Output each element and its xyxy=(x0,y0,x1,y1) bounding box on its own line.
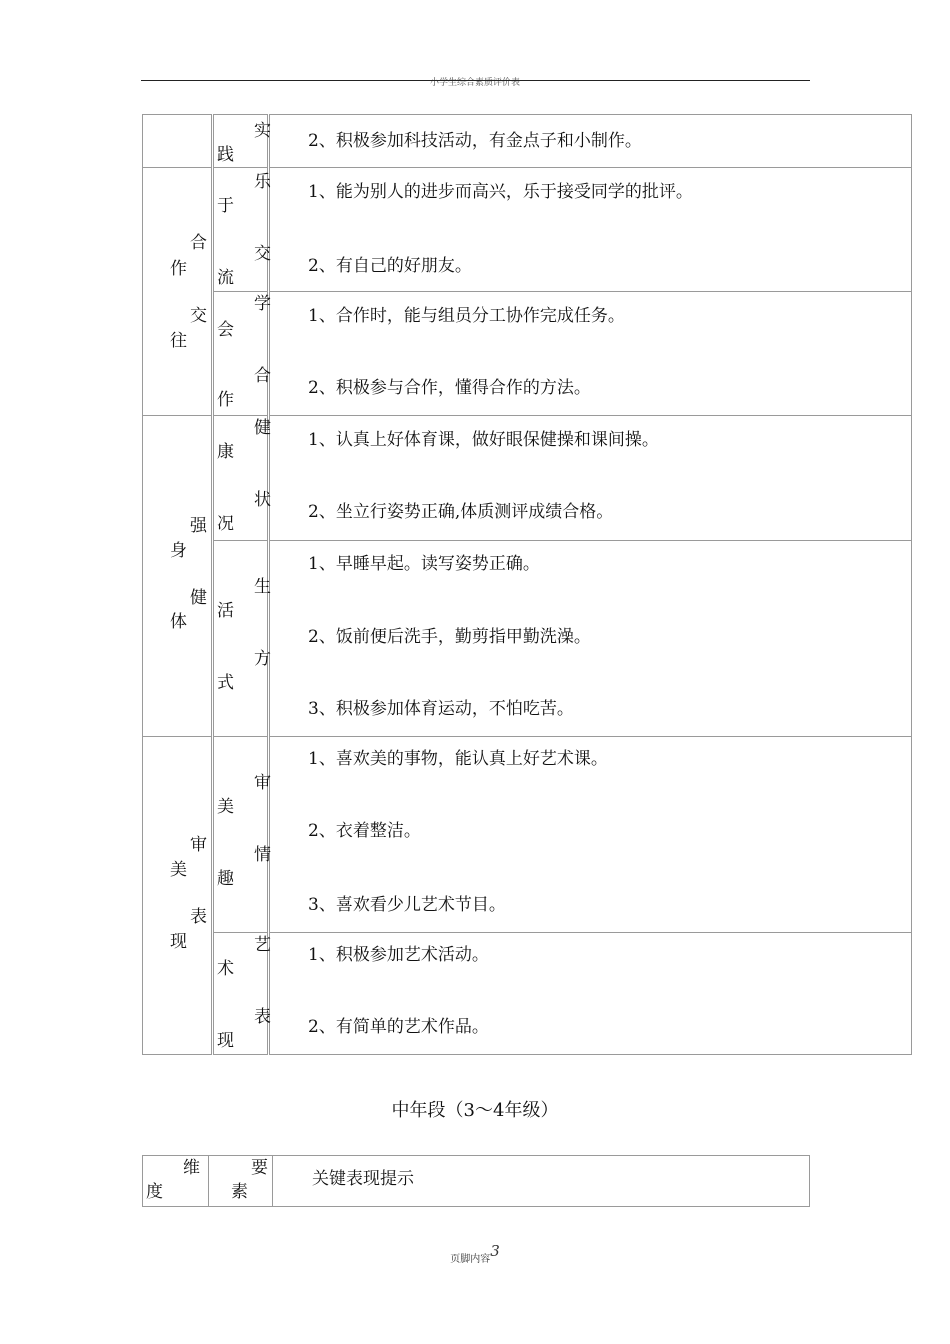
element-char: 趣 xyxy=(217,869,234,889)
header-cell-hints xyxy=(273,1156,810,1207)
list-item: 1、喜欢美的事物，能认真上好艺术课。 xyxy=(308,749,608,769)
list-item: 1、早睡早起。读写姿势正确。 xyxy=(308,554,540,574)
element-cell xyxy=(213,416,269,541)
element-char: 交 xyxy=(254,244,271,264)
element-char: 美 xyxy=(217,797,234,817)
items-cell xyxy=(269,168,912,292)
items-cell xyxy=(269,292,912,416)
dimension-char: 现 xyxy=(170,932,187,952)
items-cell xyxy=(269,416,912,541)
element-char: 情 xyxy=(254,845,271,865)
section-title: 中年段（3～4年级） xyxy=(391,1100,559,1121)
element-char: 流 xyxy=(217,268,234,288)
element-char: 健 xyxy=(254,418,271,438)
element-char: 生 xyxy=(254,577,271,597)
list-item: 2、有自己的好朋友。 xyxy=(308,256,472,276)
header-rule xyxy=(141,80,810,81)
list-item: 2、积极参加科技活动，有金点子和小制作。 xyxy=(308,131,642,151)
page-number: 3 xyxy=(490,1242,500,1260)
evaluation-table xyxy=(142,114,912,1055)
dimension-cell xyxy=(143,416,213,737)
dimension-cell xyxy=(143,115,213,168)
element-char: 康 xyxy=(217,442,234,462)
element-char: 学 xyxy=(254,294,271,314)
table-row xyxy=(143,416,912,541)
element-char: 会 xyxy=(217,320,234,340)
table-row xyxy=(143,933,912,1055)
header-cell-element xyxy=(209,1156,273,1207)
dimension-char: 表 xyxy=(190,907,207,927)
element-char: 状 xyxy=(254,490,271,510)
items-cell xyxy=(269,737,912,933)
element-cell xyxy=(213,115,269,168)
element-char: 术 xyxy=(217,959,234,979)
dimension-char: 强 xyxy=(190,516,207,536)
element-char: 践 xyxy=(217,145,234,165)
dimension-char: 身 xyxy=(170,541,187,561)
element-cell xyxy=(213,737,269,933)
element-char: 式 xyxy=(217,673,234,693)
page-header-title: 小学生综合素质评价表 xyxy=(429,78,520,88)
dimension-char: 作 xyxy=(170,259,187,279)
table-row xyxy=(143,541,912,737)
items-cell xyxy=(269,933,912,1055)
list-item: 1、合作时，能与组员分工协作完成任务。 xyxy=(308,306,625,326)
dimension-cell xyxy=(143,168,213,416)
dimension-char: 往 xyxy=(170,331,187,351)
list-item: 2、有简单的艺术作品。 xyxy=(308,1017,489,1037)
list-item: 3、喜欢看少儿艺术节目。 xyxy=(308,895,506,915)
items-cell xyxy=(269,115,912,168)
element-char: 乐 xyxy=(254,172,271,192)
page-footer xyxy=(0,1242,950,1266)
header-char: 度 xyxy=(146,1182,163,1202)
element-cell xyxy=(213,933,269,1055)
header-char: 要 xyxy=(251,1158,268,1178)
list-item: 1、积极参加艺术活动。 xyxy=(308,945,489,965)
element-char: 实 xyxy=(254,121,271,141)
element-char: 审 xyxy=(254,773,271,793)
list-item: 3、积极参加体育运动，不怕吃苦。 xyxy=(308,699,574,719)
element-char: 方 xyxy=(254,649,271,669)
list-item: 2、积极参与合作，懂得合作的方法。 xyxy=(308,378,591,398)
table-row xyxy=(143,292,912,416)
dimension-char: 审 xyxy=(190,835,207,855)
header-label: 关键表现提示 xyxy=(312,1169,414,1189)
table-row xyxy=(143,115,912,168)
dimension-char: 健 xyxy=(190,588,207,608)
element-char: 活 xyxy=(217,601,234,621)
dimension-char: 交 xyxy=(190,306,207,326)
element-cell xyxy=(213,292,269,416)
list-item: 2、坐立行姿势正确,体质测评成绩合格。 xyxy=(308,502,614,522)
element-cell xyxy=(213,541,269,737)
table-row xyxy=(143,1156,810,1207)
dimension-char: 体 xyxy=(170,612,187,632)
element-cell xyxy=(213,168,269,292)
list-item: 1、能为别人的进步而高兴，乐于接受同学的批评。 xyxy=(308,182,693,202)
items-cell xyxy=(269,541,912,737)
header-table xyxy=(142,1155,810,1207)
element-char: 况 xyxy=(217,514,234,534)
dimension-cell xyxy=(143,737,213,1055)
element-char: 作 xyxy=(217,390,234,410)
list-item: 2、饭前便后洗手，勤剪指甲勤洗澡。 xyxy=(308,627,591,647)
footer-label: 页脚内容 xyxy=(450,1254,491,1265)
list-item: 2、衣着整洁。 xyxy=(308,821,421,841)
dimension-char: 合 xyxy=(190,233,207,253)
element-char: 艺 xyxy=(254,935,271,955)
table-row xyxy=(143,168,912,292)
dimension-char: 美 xyxy=(170,860,187,880)
header-cell-dimension xyxy=(143,1156,209,1207)
element-char: 合 xyxy=(254,366,271,386)
element-char: 表 xyxy=(254,1007,271,1027)
table-row xyxy=(143,737,912,933)
header-char: 素 xyxy=(231,1182,248,1202)
element-char: 于 xyxy=(217,196,234,216)
header-char: 维 xyxy=(183,1158,200,1178)
element-char: 现 xyxy=(217,1031,234,1051)
list-item: 1、认真上好体育课，做好眼保健操和课间操。 xyxy=(308,430,659,450)
